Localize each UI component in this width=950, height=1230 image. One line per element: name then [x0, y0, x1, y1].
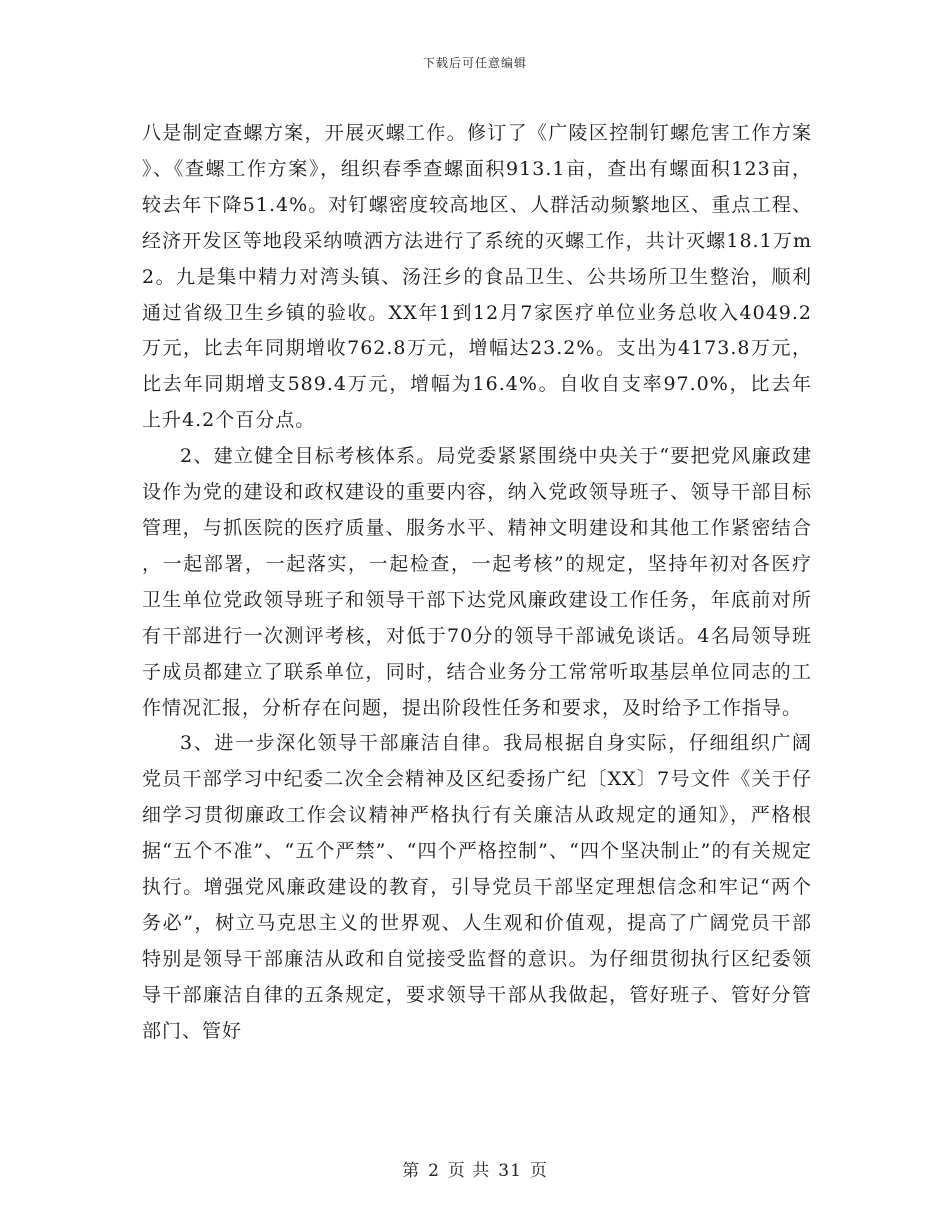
paragraph-target-assessment: 2、建立健全目标考核体系。局党委紧紧围绕中央关于“要把党风廉政建设作为党的建设和政权建设的重要内容，纳入党政领导班子、领导干部目标管理，与抓医院的医疗质量、服务水平、精神文明建设和其他工作紧密结合，一起部署，一起落实，一起检查，一起考核”的规定，坚持年初对各医疗卫生单位党政领导班子和领导干部下达党风廉政建设工作任务，年底前对所有干部进行一次测评考核，对低于70分的领导干部诫免谈话。4名局领导班子成员都建立了联系单位，同时，结合业务分工常常听取基层单位同志的工作情况汇报，分析存在问题，提出阶段性任务和要求，及时给予工作指导。	[142, 445, 812, 719]
footer-prefix: 第	[402, 1161, 421, 1181]
footer-current-page: 2	[428, 1161, 440, 1181]
page-footer	[0, 1156, 950, 1181]
paragraph-self-discipline: 3、进一步深化领导干部廉洁自律。我局根据自身实际，仔细组织广阔党员干部学习中纪委二次全会精神及区纪委扬广纪〔XX〕7号文件《关于仔细学习贯彻廉政工作会议精神严格执行有关廉洁从政规定的通知》，严格根据“五个不准”、“五个严禁”、“四个严格控制”、“四个坚决制止”的有关规定执行。增强党风廉政建设的教育，引导党员干部坚定理想信念和牢记“两个务必”，树立马克思主义的世界观、人生观和价值观，提高了广阔党员干部特别是领导干部廉洁从政和自觉接受监督的意识。为仔细贯彻执行区纪委领导干部廉洁自律的五条规定，要求领导干部从我做起，管好班子、管好分管部门、管好	[142, 732, 812, 1042]
header-note: 下载后可任意编辑	[422, 56, 527, 70]
paragraph-continuation: 八是制定查螺方案，开展灭螺工作。修订了《广陵区控制钉螺危害工作方案》、《查螺工作方案》，组织春季查螺面积913.1亩，查出有螺面积123亩，较去年下降51.4%。对钉螺密度较高地区、人群活动频繁地区、重点工程、经济开发区等地段采纳喷洒方法进行了系统的灭螺工作，共计灭螺18.1万m2。九是集中精力对湾头镇、汤汪乡的食品卫生、公共场所卫生整治，顺利通过省级卫生乡镇的验收。XX年1到12月7家医疗单位业务总收入4049.2万元，比去年同期增收762.8万元，增幅达23.2%。支出为4173.8万元，比去年同期增支589.4万元，增幅为16.4%。自收自支率97.0%，比去年上升4.2个百分点。	[142, 122, 812, 432]
footer-suffix: 页	[529, 1161, 548, 1181]
footer-middle: 页 共	[447, 1161, 491, 1181]
footer-total-pages: 31	[498, 1161, 522, 1181]
document-body	[142, 116, 812, 1050]
page-header	[0, 54, 950, 71]
